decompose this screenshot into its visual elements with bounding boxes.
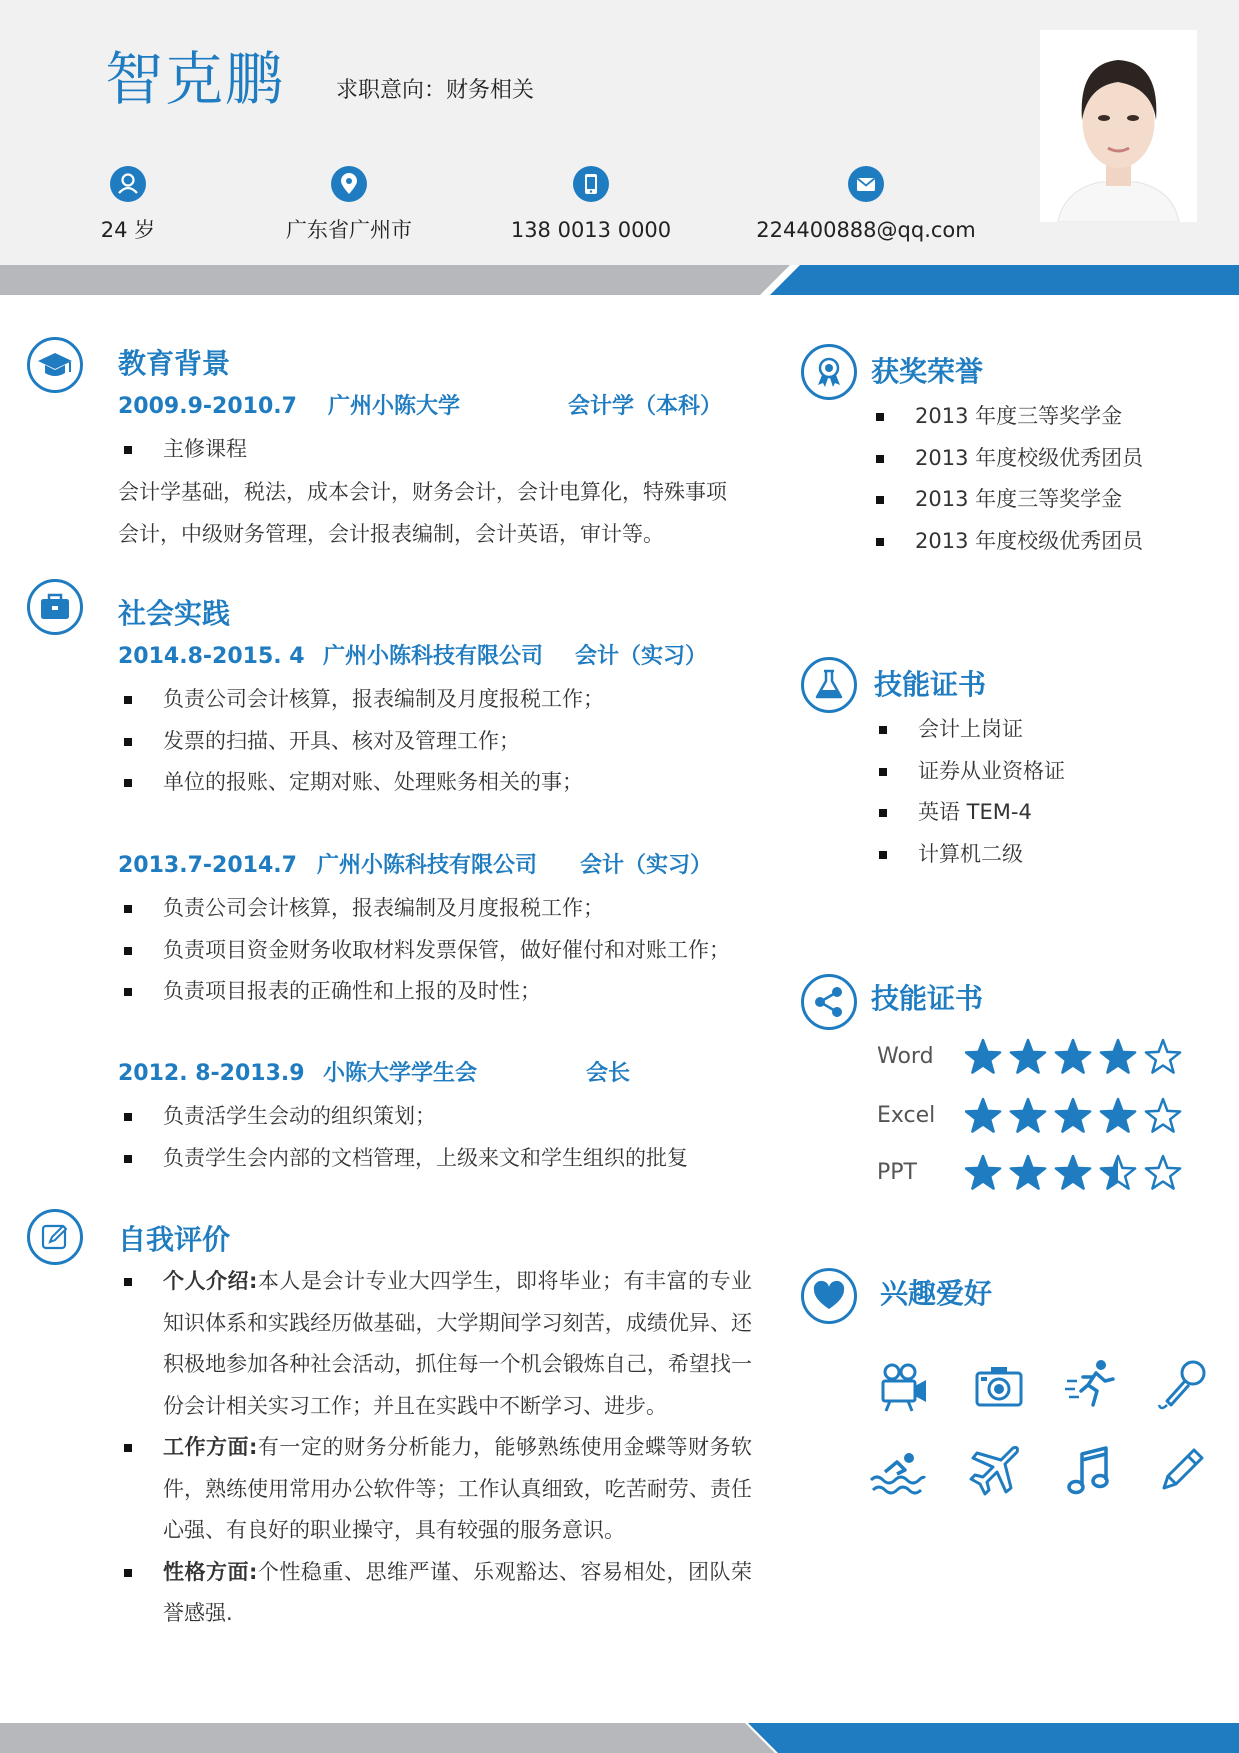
rating-star — [1146, 1156, 1180, 1189]
awards-title: 获奖荣誉 — [871, 355, 984, 388]
self-eval-list — [120, 1261, 752, 1635]
rating-star — [1011, 1156, 1045, 1189]
microphone-icon — [1153, 1355, 1213, 1415]
info-phone — [481, 166, 701, 244]
job-role: 会计（实习） — [580, 853, 713, 878]
briefcase-icon — [26, 578, 84, 636]
eval-label: 个人介绍: — [163, 1269, 258, 1293]
age-value: 24 岁 — [100, 218, 156, 242]
top-divider-band — [0, 265, 1239, 295]
skill-row-word — [877, 1038, 1217, 1078]
eval-text: 个性稳重、思维严谨、乐观豁达、容易相处，团队荣誉感强. — [163, 1559, 752, 1625]
job-duties — [120, 1096, 688, 1179]
phone-value[interactable]: 138 0013 0000 — [510, 218, 672, 242]
job-role: 会长 — [586, 1061, 631, 1086]
pencil-icon — [1152, 1440, 1212, 1500]
job-org: 广州小陈科技有限公司 — [317, 853, 538, 878]
rating-star — [966, 1099, 1000, 1132]
phone-icon — [573, 166, 609, 202]
job-duties — [120, 888, 730, 1013]
music-note-icon — [1060, 1440, 1120, 1500]
info-location — [239, 166, 459, 244]
swimming-icon — [867, 1440, 927, 1500]
rating-star — [1011, 1040, 1045, 1073]
rating-star — [1101, 1040, 1135, 1073]
courses-line: 会计学基础，税法，成本会计，财务会计，会计电算化，特殊事项 — [118, 480, 727, 504]
rating-star — [966, 1040, 1000, 1073]
education-list — [120, 429, 247, 471]
education-school: 广州小陈大学 — [328, 394, 461, 419]
list-item: 2013 年度校级优秀团员 — [872, 521, 1143, 563]
user-icon — [110, 166, 146, 202]
job-org: 小陈大学学生会 — [323, 1061, 478, 1086]
list-item: 2013 年度三等奖学金 — [872, 396, 1143, 438]
rating-star — [1146, 1040, 1180, 1073]
airplane-icon — [965, 1440, 1025, 1500]
self-eval-title: 自我评价 — [118, 1223, 231, 1256]
job-role: 会计（实习） — [575, 644, 708, 669]
rating-star — [1056, 1156, 1090, 1189]
email-value[interactable]: 224400888@qq.com — [756, 218, 976, 242]
rating-star — [1056, 1099, 1090, 1132]
rating-star — [1101, 1099, 1135, 1132]
rating-star — [1146, 1099, 1180, 1132]
job-period: 2013.7-2014.7 — [118, 853, 297, 878]
practice-title: 社会实践 — [118, 597, 231, 630]
header — [0, 0, 1239, 265]
list-item — [120, 1552, 752, 1635]
list-item: 负责公司会计核算，报表编制及月度报税工作； — [120, 679, 604, 721]
skill-row-excel — [877, 1097, 1217, 1137]
skill-stars — [965, 1097, 1215, 1137]
list-item: 负责公司会计核算，报表编制及月度报税工作； — [120, 888, 730, 930]
hobbies-title: 兴趣爱好 — [880, 1277, 993, 1310]
list-item: 负责学生会内部的文档管理，上级来文和学生组织的批复 — [120, 1138, 688, 1180]
bottom-divider-band — [0, 1723, 1239, 1753]
skill-stars — [965, 1154, 1215, 1194]
skill-label: PPT — [877, 1160, 917, 1185]
camera-icon — [969, 1355, 1029, 1415]
awards-list — [872, 396, 1143, 562]
location-pin-icon — [331, 166, 367, 202]
movie-camera-icon — [872, 1355, 932, 1415]
list-item: 发票的扫描、开具、核对及管理工作； — [120, 721, 604, 763]
location-value: 广东省广州市 — [286, 218, 412, 242]
skill-label: Excel — [877, 1103, 936, 1128]
job-org: 广州小陈科技有限公司 — [323, 644, 544, 669]
share-icon — [800, 973, 858, 1031]
education-title: 教育背景 — [118, 347, 231, 380]
eval-label: 性格方面: — [163, 1559, 258, 1584]
eval-text: 有一定的财务分析能力，能够熟练使用金蝶等财务软件，熟练使用常用办公软件等；工作认真细致，吃苦耐劳、责任心强、有良好的职业操守，具有较强的服务意识。 — [163, 1435, 752, 1542]
award-medal-icon — [800, 343, 858, 401]
list-item: 计算机二级 — [875, 834, 1065, 876]
list-item — [120, 1261, 752, 1427]
graduation-cap-icon — [26, 336, 84, 394]
list-item: 负责项目资金财务收取材料发票保管，做好催付和对账工作； — [120, 930, 730, 972]
courses-line: 会计，中级财务管理，会计报表编制，会计英语，审计等。 — [118, 522, 664, 546]
skill-row-ppt — [877, 1154, 1217, 1194]
job-period: 2012. 8-2013.9 — [118, 1061, 305, 1086]
job-period: 2014.8-2015. 4 — [118, 644, 305, 669]
info-email — [756, 166, 976, 244]
profile-photo — [1040, 30, 1197, 222]
rating-star — [966, 1156, 1000, 1189]
list-item: 单位的报账、定期对账、处理账务相关的事； — [120, 762, 604, 804]
rating-star — [1056, 1040, 1090, 1073]
list-item: 负责活学生会动的组织策划； — [120, 1096, 688, 1138]
rating-star — [1101, 1156, 1135, 1189]
certs-list — [875, 709, 1065, 875]
eval-label: 工作方面: — [163, 1435, 258, 1459]
list-item: 英语 TEM-4 — [875, 792, 1065, 834]
info-age — [18, 166, 238, 244]
skill-label: Word — [877, 1044, 934, 1069]
rating-star — [1011, 1099, 1045, 1132]
education-courses — [118, 471, 758, 555]
flask-icon — [800, 656, 858, 714]
candidate-name: 智克鹏 — [105, 45, 286, 113]
job-intent: 求职意向：财务相关 — [336, 78, 535, 103]
list-item: 2013 年度三等奖学金 — [872, 479, 1143, 521]
list-item: 会计上岗证 — [875, 709, 1065, 751]
list-item: 主修课程 — [120, 429, 247, 471]
education-period: 2009.9-2010.7 — [118, 394, 297, 419]
skill-stars — [965, 1038, 1215, 1078]
list-item: 2013 年度校级优秀团员 — [872, 438, 1143, 480]
list-item: 负责项目报表的正确性和上报的及时性； — [120, 971, 730, 1013]
skills-title: 技能证书 — [871, 982, 984, 1015]
job-duties — [120, 679, 604, 804]
list-item — [120, 1427, 752, 1552]
list-item: 证券从业资格证 — [875, 751, 1065, 793]
eval-text: 本人是会计专业大四学生，即将毕业；有丰富的专业知识体系和实践经历做基础，大学期间学习刻苦，成绩优异、还积极地参加各种社会活动，抓住每一个机会锻炼自己，希望找一份会计相关实习工作；并且在实践中不断学习、进步。 — [163, 1269, 752, 1418]
heart-icon — [800, 1267, 858, 1325]
running-icon — [1063, 1355, 1123, 1415]
edit-icon — [26, 1208, 84, 1266]
certs-title: 技能证书 — [874, 668, 987, 701]
education-major: 会计学（本科） — [568, 394, 723, 419]
mail-icon — [848, 166, 884, 202]
